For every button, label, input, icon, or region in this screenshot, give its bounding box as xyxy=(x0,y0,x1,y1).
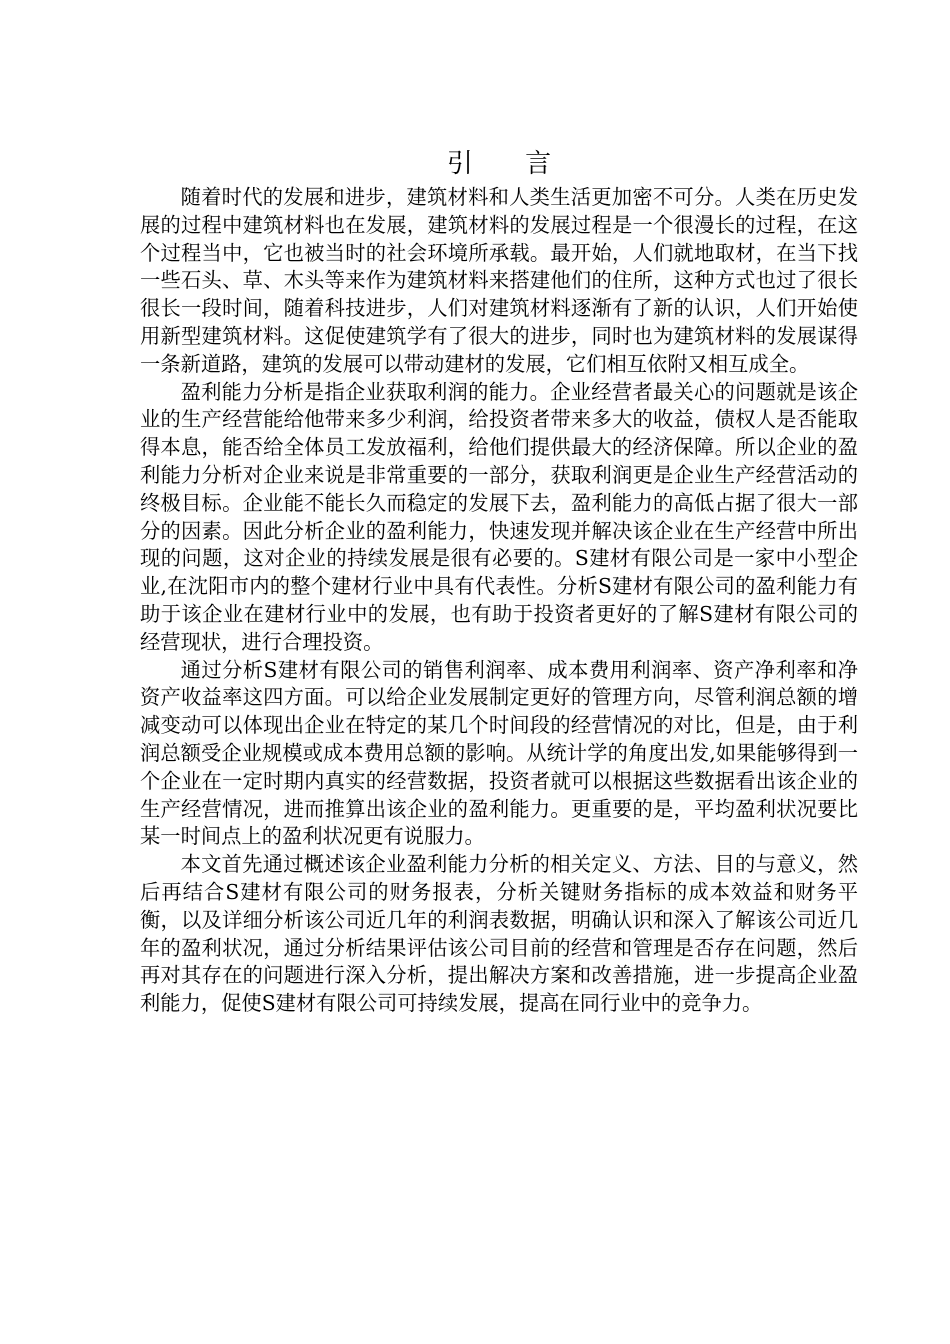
paragraph-1: 随着时代的发展和进步，建筑材料和人类生活更加密不可分。人类在历史发展的过程中建筑材料也在发展，建筑材料的发展过程是一个很漫长的过程，在这个过程当中，它也被当时的社会环境所承载。最开始，人们就地取材，在当下找一些石头、草、木头等来作为建筑材料来搭建他们的住所，这种方式也过了很长很长一段时间，随着科技进步，人们对建筑材料逐渐有了新的认识，人们开始使用新型建筑材料。这促使建筑学有了很大的进步，同时也为建筑材料的发展谋得一条新道路，建筑的发展可以带动建材的发展，它们相互依附又相互成全。 xyxy=(140,185,858,376)
page-title: 引 言 xyxy=(446,149,574,179)
paragraph-4: 本文首先通过概述该企业盈利能力分析的相关定义、方法、目的与意义，然后再结合S建材有限公司的财务报表，分析关键财务指标的成本效益和财务平衡，以及详细分析该公司近几年的利润表数据，明确认识和深入了解该公司近几年的盈利状况，通过分析结果评估该公司目前的经营和管理是否存在问题，然后再对其存在的问题进行深入分析，提出解决方案和改善措施，进一步提高企业盈利能力，促使S建材有限公司可持续发展，提高在同行业中的竞争力。 xyxy=(140,852,858,1016)
paragraph-2: 盈利能力分析是指企业获取利润的能力。企业经营者最关心的问题就是该企业的生产经营能给他带来多少利润，给投资者带来多大的收益，债权人是否能取得本息，能否给全体员工发放福利，给他们提供最大的经济保障。所以企业的盈利能力分析对企业来说是非常重要的一部分，获取利润更是企业生产经营活动的终极目标。企业能不能长久而稳定的发展下去，盈利能力的高低占据了很大一部分的因素。因此分析企业的盈利能力，快速发现并解决该企业在生产经营中所出现的问题，这对企业的持续发展是很有必要的。S建材有限公司是一家中小型企业,在沈阳市内的整个建材行业中具有代表性。分析S建材有限公司的盈利能力有助于该企业在建材行业中的发展，也有助于投资者更好的了解S建材有限公司的经营现状，进行合理投资。 xyxy=(140,379,858,654)
paragraph-3: 通过分析S建材有限公司的销售利润率、成本费用利润率、资产净利率和净资产收益率这四方面。可以给企业发展制定更好的管理方向，尽管利润总额的增减变动可以体现出企业在特定的某几个时间段的经营情况的对比，但是，由于利润总额受企业规模或成本费用总额的影响。从统计学的角度出发,如果能够得到一个企业在一定时期内真实的经营数据，投资者就可以根据这些数据看出该企业的生产经营情况，进而推算出该企业的盈利能力。更重要的是，平均盈利状况要比某一时间点上的盈利状况更有说服力。 xyxy=(140,657,858,849)
document-page xyxy=(140,150,858,1018)
